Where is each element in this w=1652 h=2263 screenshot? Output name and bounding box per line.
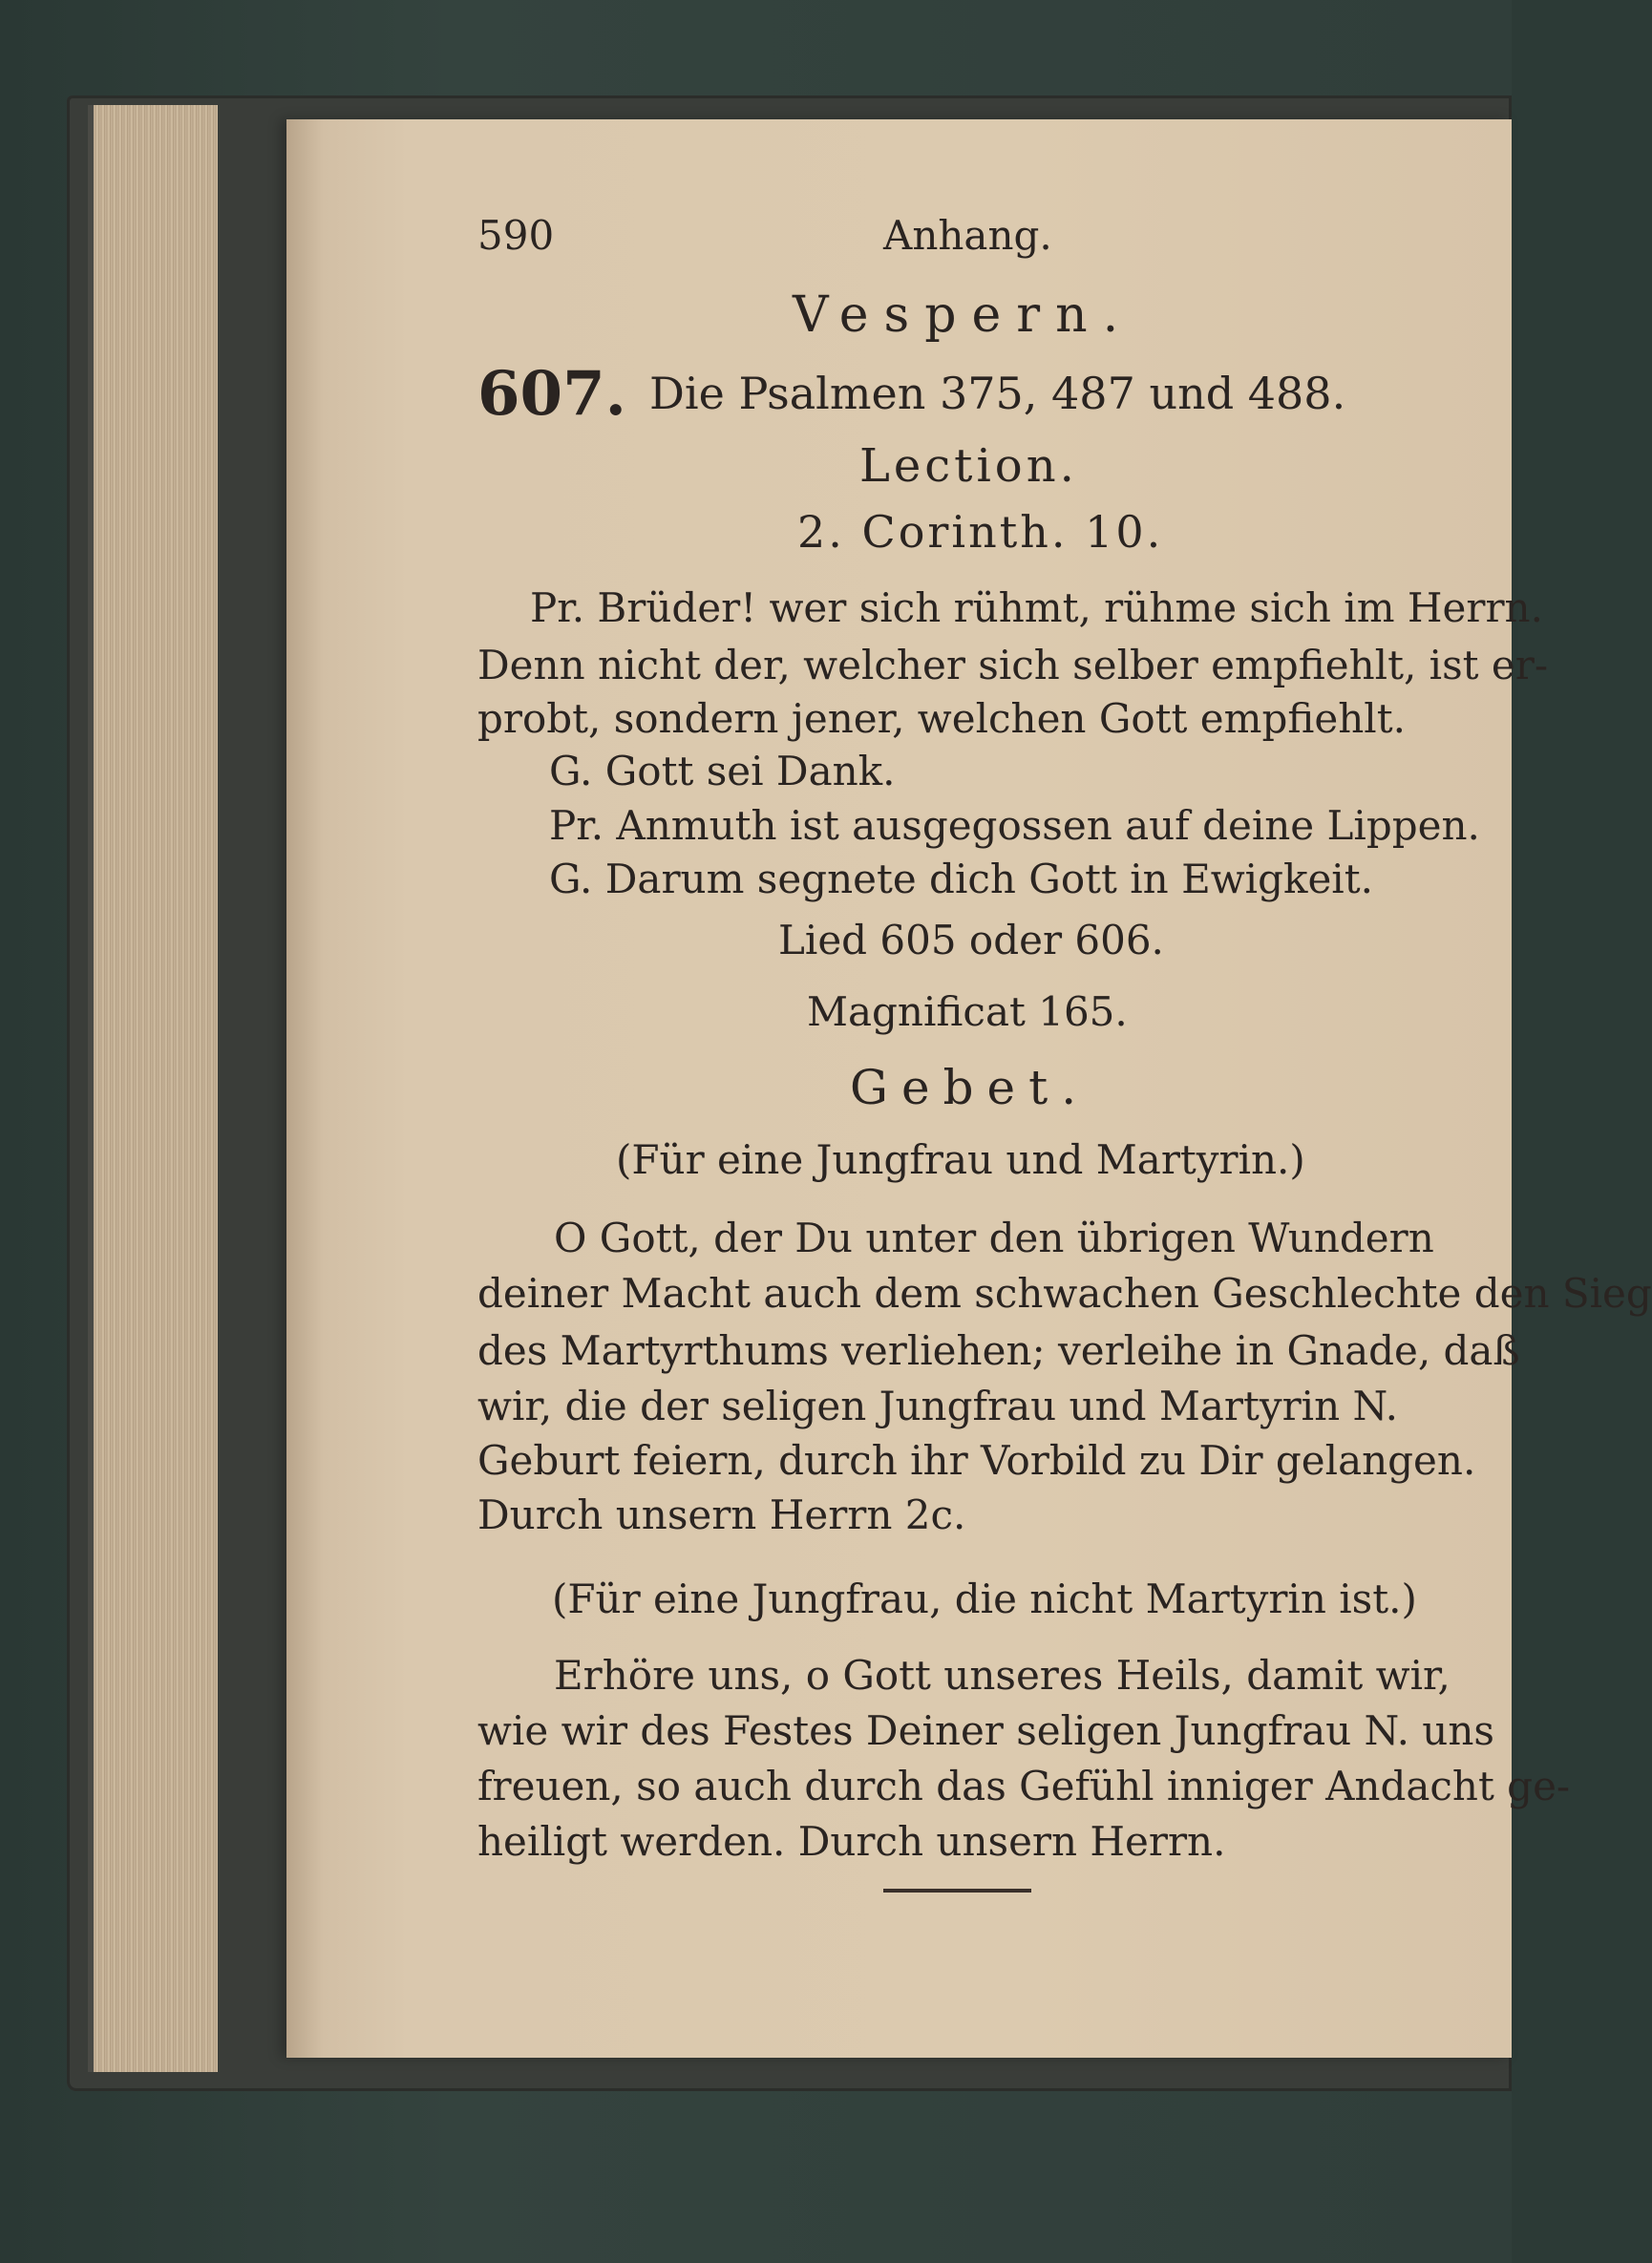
- lection-reference: 2. Corinth. 10.: [797, 506, 1164, 558]
- prayer-line: Geburt feiern, durch ihr Vorbild zu Dir gelangen.: [477, 1437, 1476, 1484]
- text-line: G. Gott sei Dank.: [549, 748, 896, 794]
- prayer-line: wir, die der seligen Jungfrau und Martyrin N.: [477, 1383, 1398, 1429]
- section-number: 607.: [477, 358, 626, 430]
- text-line: G. Darum segnete dich Gott in Ewigkeit.: [549, 856, 1373, 902]
- text-line: Denn nicht der, welcher sich selber empfiehlt, ist er-: [477, 642, 1549, 688]
- prayer-line: freuen, so auch durch das Gefühl inniger Andacht ge-: [477, 1763, 1571, 1809]
- lection-heading: Lection.: [859, 439, 1078, 493]
- magnificat-line: Magnificat 165.: [807, 988, 1128, 1035]
- prayer-line: wie wir des Festes Deiner seligen Jungfrau N. uns: [477, 1707, 1494, 1754]
- prayer-line: des Martyrthums verliehen; verleihe in Gnade, daß: [477, 1327, 1520, 1374]
- end-rule: [883, 1889, 1031, 1893]
- text-line: probt, sondern jener, welchen Gott empfiehlt.: [477, 695, 1406, 742]
- prayer-line: Erhöre uns, o Gott unseres Heils, damit wir,: [554, 1652, 1451, 1699]
- prayer-line: deiner Macht auch dem schwachen Geschlechte den Sieg: [477, 1270, 1652, 1317]
- prayer-line: O Gott, der Du unter den übrigen Wundern: [554, 1215, 1434, 1261]
- prayer2-heading: (Für eine Jungfrau, die nicht Martyrin ist.): [552, 1576, 1417, 1622]
- lied-line: Lied 605 oder 606.: [778, 917, 1164, 963]
- psalms-line: Die Psalmen 375, 487 und 488.: [649, 368, 1346, 419]
- running-head: Anhang.: [883, 212, 1052, 259]
- text-line: Pr. Brüder! wer sich rühmt, rühme sich im Herrn.: [530, 584, 1543, 631]
- page-edges: [88, 105, 218, 2072]
- prayer-line: heiligt werden. Durch unsern Herrn.: [477, 1818, 1226, 1865]
- prayer1-heading: (Für eine Jungfrau und Martyrin.): [616, 1136, 1305, 1183]
- prayer-line: Durch unsern Herrn 2c.: [477, 1491, 966, 1538]
- text-line: Pr. Anmuth ist ausgegossen auf deine Lippen.: [549, 802, 1480, 849]
- section-title: Vespern.: [793, 286, 1134, 344]
- page-number: 590: [477, 212, 555, 259]
- gebet-heading: Gebet.: [850, 1060, 1091, 1115]
